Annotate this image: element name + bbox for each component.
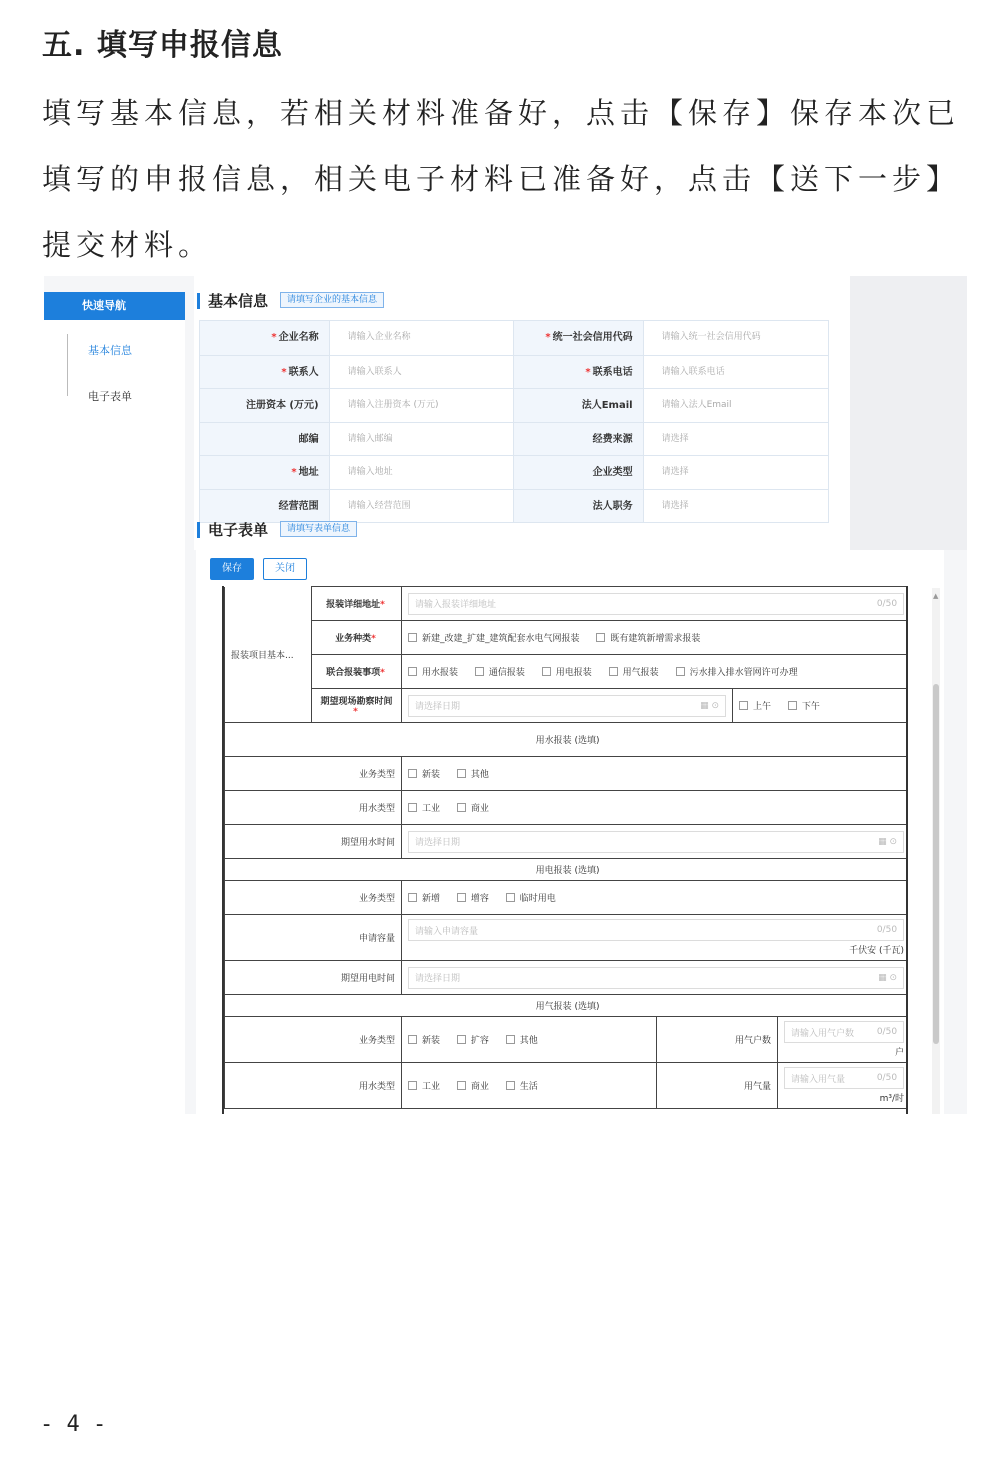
gas-volume-unit: m³/时 (879, 1094, 905, 1104)
survey-date-input[interactable]: 请选择日期 ▦ ⊙ (408, 695, 726, 717)
biz-label: 业务种类* (312, 621, 402, 655)
checkbox-pm[interactable]: 下午 (788, 699, 820, 712)
checkbox-joint-gas[interactable]: 用气报装 (609, 665, 659, 678)
field-label: 邮编 (200, 423, 330, 456)
addr-label: 报装详细地址* (312, 587, 402, 621)
required-marker: * (281, 366, 287, 378)
gas-volume-label: 用气量 (657, 1063, 778, 1109)
time-label: 期望现场勘察时间* (312, 689, 402, 723)
water-section-title: 用水报装 (选填) (225, 723, 909, 757)
field-label: 法人职务 (514, 490, 644, 523)
basic-info-row (200, 321, 828, 355)
gas-volume-input[interactable]: 请输入用气量 0/50 (784, 1067, 904, 1089)
page-number: - 4 - (40, 1412, 107, 1437)
section-tag-eform: 请填写表单信息 (280, 521, 357, 537)
checkbox-joint-telecom[interactable]: 通信报装 (475, 665, 525, 678)
checkbox-joint-power[interactable]: 用电报装 (542, 665, 592, 678)
checkbox-biz-new[interactable]: 新建_改建_扩建_建筑配套水电气网报装 (408, 631, 580, 644)
water-type-label: 业务类型 (225, 757, 402, 791)
eform-table (222, 586, 908, 1114)
joint-label: 联合报装事项* (312, 655, 402, 689)
field-label: 法人Email (514, 389, 644, 422)
power-type-label: 业务类型 (225, 881, 402, 915)
biz-options (402, 621, 909, 655)
power-date-input[interactable]: 请选择日期 ▦ ⊙ (408, 967, 904, 989)
sidebar-item-eform[interactable]: 电子表单 (88, 390, 132, 403)
close-button[interactable]: 关闭 (263, 558, 307, 580)
gas-type-options (402, 1017, 657, 1063)
field-label: 经费来源 (514, 423, 644, 456)
scrollbar[interactable] (932, 588, 940, 1114)
basic-info-row (200, 388, 828, 422)
checkbox-gas-other[interactable]: 其他 (506, 1033, 538, 1046)
field-label: * 统一社会信用代码 (514, 321, 644, 355)
power-time-label: 期望用电时间 (225, 961, 402, 995)
gas-households-input[interactable]: 请输入用气户数 0/50 (784, 1021, 904, 1043)
scroll-thumb[interactable] (933, 684, 939, 1044)
field-input[interactable]: 请输入法人Email (661, 400, 732, 410)
field-label: 企业类型 (514, 456, 644, 489)
calendar-icon: ▦ ⊙ (878, 836, 898, 847)
checkbox-water-industry[interactable]: 工业 (408, 801, 440, 814)
field-input[interactable]: 请输入联系人 (330, 356, 514, 389)
field-label: * 联系电话 (514, 356, 644, 389)
field-input[interactable]: 请输入联系电话 (661, 366, 725, 377)
required-marker: * (585, 366, 591, 378)
field-input[interactable]: 请输入经营范围 (330, 490, 514, 523)
water-time-label: 期望用水时间 (225, 825, 402, 859)
water-type-options (402, 757, 909, 791)
section-title-basic: 基本信息 (197, 293, 268, 309)
sidebar-timeline (67, 334, 68, 396)
gas-type-label: 业务类型 (225, 1017, 402, 1063)
checkbox-gas-expand[interactable]: 扩容 (457, 1033, 489, 1046)
basic-info-row (200, 422, 828, 456)
checkbox-power-new[interactable]: 新增 (408, 891, 440, 904)
checkbox-gas-new[interactable]: 新装 (408, 1033, 440, 1046)
sidebar (44, 292, 185, 1114)
calendar-icon: ▦ ⊙ (700, 700, 719, 711)
water-use-options (402, 791, 909, 825)
gas-use-options (402, 1063, 657, 1109)
gas-use-label: 用水类型 (225, 1063, 402, 1109)
field-label: * 联系人 (200, 356, 330, 389)
checkbox-am[interactable]: 上午 (739, 699, 771, 712)
power-cap-unit: 千伏安 (千瓦) (849, 946, 905, 956)
field-label: * 地址 (200, 456, 330, 489)
addr-input[interactable]: 请输入报装详细地址 0/50 (408, 593, 904, 615)
basic-info-row (200, 455, 828, 489)
field-input[interactable]: 请选择 (661, 467, 689, 477)
ui-screenshot (44, 276, 967, 1114)
checkbox-gas-life[interactable]: 生活 (506, 1079, 538, 1092)
checkbox-power-increase[interactable]: 增容 (457, 891, 489, 904)
field-input[interactable]: 请输入企业名称 (330, 321, 514, 355)
checkbox-joint-water[interactable]: 用水报装 (408, 665, 458, 678)
field-input[interactable]: 请输入邮编 (330, 423, 514, 456)
checkbox-water-other[interactable]: 其他 (457, 767, 489, 780)
sidebar-item-basic-info[interactable]: 基本信息 (88, 344, 132, 357)
power-cap-label: 申请容量 (225, 915, 402, 961)
field-input[interactable]: 请输入统一社会信用代码 (661, 332, 761, 342)
basic-info-row (200, 355, 828, 389)
checkbox-joint-sewage[interactable]: 污水排入排水管网许可办理 (676, 665, 798, 678)
checkbox-power-temporary[interactable]: 临时用电 (506, 891, 556, 904)
checkbox-water-new[interactable]: 新装 (408, 767, 440, 780)
sidebar-header: 快速导航 (44, 292, 185, 320)
required-marker: * (271, 332, 277, 343)
required-marker: * (545, 332, 551, 343)
field-input[interactable]: 请输入地址 (330, 456, 514, 489)
ampm-options (733, 689, 909, 723)
checkbox-water-commerce[interactable]: 商业 (457, 801, 489, 814)
scroll-up-icon[interactable]: ▲ (933, 592, 939, 600)
calendar-icon: ▦ ⊙ (878, 972, 898, 983)
group-label: 报装项目基本... (225, 587, 312, 723)
power-section-title: 用电报装 (选填) (225, 859, 909, 881)
section-title-eform: 电子表单 (197, 522, 268, 538)
save-button[interactable]: 保存 (210, 558, 254, 580)
field-input[interactable]: 请输入注册资本 (万元) (330, 389, 514, 422)
section-tag-basic: 请填写企业的基本信息 (280, 292, 384, 308)
right-gutter (850, 276, 967, 550)
field-label: 注册资本 (万元) (200, 389, 330, 422)
field-input[interactable]: 请选择 (661, 500, 689, 511)
doc-heading: 五. 填写申报信息 (42, 28, 283, 63)
gas-households-unit: 户 (895, 1048, 905, 1058)
doc-paragraph: 填写基本信息，若相关材料准备好，点击【保存】保存本次已填写的申报信息，相关电子材料已准备好，点击【送下一步】提交材料。 (42, 96, 961, 262)
basic-info-grid (199, 320, 829, 523)
basic-info-row (200, 489, 828, 523)
power-type-options (402, 881, 909, 915)
field-input[interactable]: 请选择 (661, 433, 689, 444)
checkbox-biz-existing[interactable]: 既有建筑新增需求报装 (596, 631, 700, 644)
field-label: * 企业名称 (200, 321, 330, 355)
required-marker: * (291, 467, 297, 478)
water-date-input[interactable]: 请选择日期 ▦ ⊙ (408, 831, 904, 853)
water-use-label: 用水类型 (225, 791, 402, 825)
field-label: 经营范围 (200, 490, 330, 523)
joint-options (402, 655, 909, 689)
gas-section-title: 用气报装 (选填) (225, 995, 909, 1017)
checkbox-gas-commerce[interactable]: 商业 (457, 1079, 489, 1092)
gas-households-label: 用气户数 (657, 1017, 778, 1063)
checkbox-gas-industry[interactable]: 工业 (408, 1079, 440, 1092)
power-cap-input[interactable]: 请输入申请容量 0/50 (408, 919, 904, 941)
